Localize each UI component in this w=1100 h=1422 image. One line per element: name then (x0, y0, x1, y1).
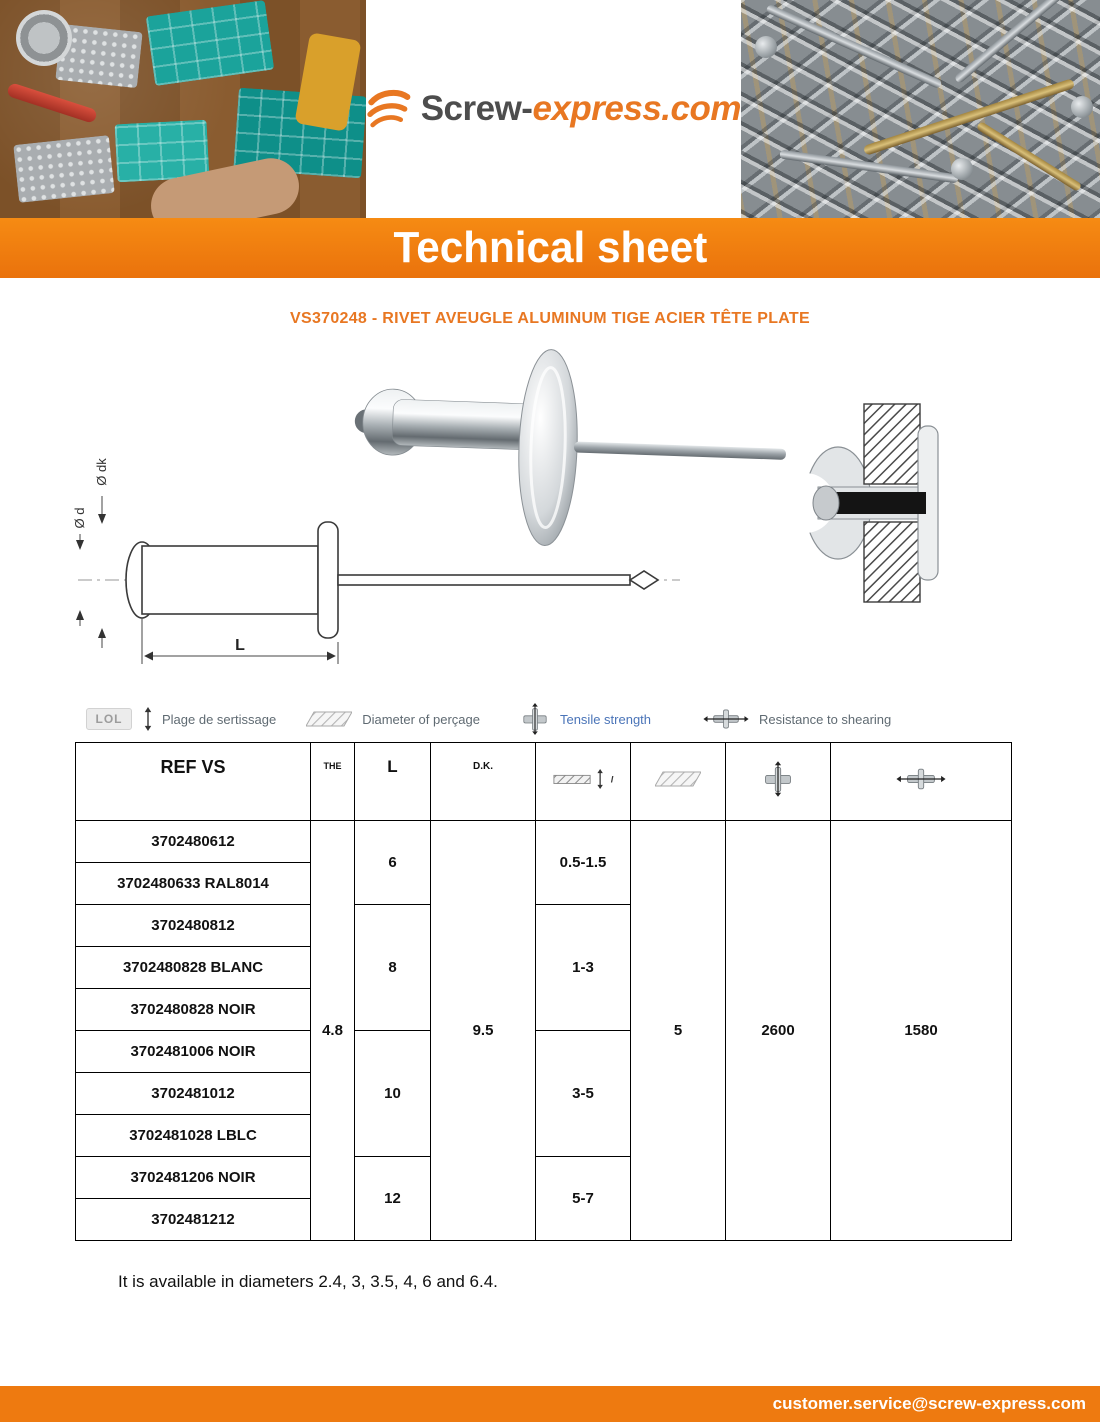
ref-cell: 3702480612 (76, 821, 311, 863)
dim-label-d: Ø d (72, 507, 87, 529)
col-header-the: THE (311, 743, 355, 821)
logo (366, 0, 741, 218)
photo-decor (16, 10, 72, 66)
drill-diameter-icon (306, 711, 352, 727)
footer-bar (0, 1386, 1100, 1422)
col-header-dk: D.K. (431, 743, 536, 821)
page-title: Technical sheet (393, 223, 707, 272)
col-header-l: L (355, 743, 431, 821)
logo-text (421, 89, 741, 129)
ref-cell: 3702480633 RAL8014 (76, 863, 311, 905)
range-cell: 0.5-1.5 (536, 821, 631, 905)
l-cell: 12 (355, 1157, 431, 1241)
dim-label-length: L (235, 637, 245, 654)
l-cell: 6 (355, 821, 431, 905)
ref-cell: 3702481028 LBLC (76, 1115, 311, 1157)
watermark: LOL (86, 708, 132, 730)
logo-screw: Screw- (420, 89, 533, 128)
ref-cell: 3702481006 NOIR (76, 1031, 311, 1073)
product-title: VS370248 - RIVET AVEUGLE ALUMINUM TIGE ACIER TÊTE PLATE (290, 310, 810, 327)
photo-decor (6, 82, 98, 124)
screws-photo (741, 0, 1100, 218)
shear-resistance-icon (896, 767, 946, 791)
range-cell: 5-7 (536, 1157, 631, 1241)
table-row (76, 821, 1012, 863)
ref-cell: 3702481206 NOIR (76, 1157, 311, 1199)
figures (0, 340, 1100, 702)
photo-decor (755, 36, 777, 58)
the-cell: 4.8 (311, 821, 355, 1241)
photo-decor (13, 135, 115, 203)
photo-decor (976, 121, 1083, 192)
cross-section-diagram (798, 398, 963, 608)
banner (0, 218, 1100, 278)
col-header-crimp-range (536, 743, 631, 821)
legend-tensile-label: Tensile strength (559, 711, 652, 727)
tensile-strength-icon (520, 703, 550, 735)
photo-decor (954, 0, 1075, 84)
col-header-tensile (726, 743, 831, 821)
tensile-strength-icon (762, 761, 794, 797)
ref-cell: 3702481012 (76, 1073, 311, 1115)
photo-decor (1071, 96, 1093, 118)
range-cell: 1-3 (536, 905, 631, 1031)
contact-email[interactable]: customer.service@screw-express.com (772, 1394, 1086, 1413)
technical-drawing (50, 412, 690, 692)
photo-decor (146, 0, 275, 86)
col-header-drill-diameter (631, 743, 726, 821)
legend-shear-label: Resistance to shearing (759, 711, 892, 727)
shear-cell: 1580 (831, 821, 1012, 1241)
range-cell: 3-5 (536, 1031, 631, 1157)
ref-cell: 3702480828 BLANC (76, 947, 311, 989)
crimp-range-icon (553, 769, 611, 789)
legend-crimp-label: Plage de sertissage (162, 711, 277, 727)
legend (86, 704, 1036, 734)
dk-cell: 9.5 (431, 821, 536, 1241)
ref-cell: 3702480812 (76, 905, 311, 947)
l-cell: 8 (355, 905, 431, 1031)
l-cell: 10 (355, 1031, 431, 1157)
spec-table (75, 742, 1012, 1241)
legend-drill-label: Diameter of perçage (362, 711, 480, 727)
photo-decor (951, 158, 973, 180)
ref-cell: 3702480828 NOIR (76, 989, 311, 1031)
crimp-note: l (610, 774, 614, 785)
photo-decor (863, 78, 1075, 155)
workbench-photo (0, 0, 366, 218)
dim-label-dk: Ø dk (94, 458, 109, 486)
header (0, 0, 1100, 218)
tensile-cell: 2600 (726, 821, 831, 1241)
drill-diameter-icon (655, 771, 701, 787)
drill-cell: 5 (631, 821, 726, 1241)
col-header-shear (831, 743, 1012, 821)
photo-decor (765, 4, 942, 90)
crimp-range-icon (142, 707, 154, 731)
col-header-ref: REF VS (76, 743, 311, 821)
table-header-row (76, 743, 1012, 821)
logo-express: express.com (532, 89, 741, 128)
logo-swoosh-icon (366, 81, 413, 137)
shear-resistance-icon (703, 708, 749, 730)
ref-cell: 3702481212 (76, 1199, 311, 1241)
availability-note: It is available in diameters 2.4, 3, 3.5, 4, 6 and 6.4. (118, 1272, 498, 1291)
